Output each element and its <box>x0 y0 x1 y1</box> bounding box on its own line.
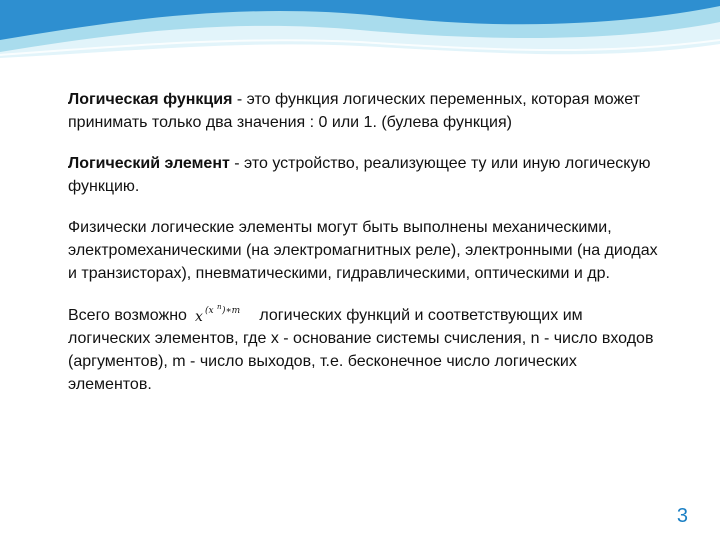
formula-exponent-tail: )∗m <box>221 306 241 316</box>
definition-text: - это функция логических переменных, которая может принимать только два значения : 0 или 1. (булева функция) <box>68 91 640 131</box>
formula-exponent: (x <box>204 306 214 316</box>
slide-content <box>68 88 658 414</box>
formula-exponent-sup: n <box>216 303 222 311</box>
paragraph-text-after: логических функций и соответствующих им логических элементов, где x - основание системы счисления, n - число входов (аргументов), m - число выходов, т.е. бесконечное число логических элементов. <box>68 307 654 393</box>
physical-implementation-paragraph <box>68 216 658 285</box>
term-logical-function: Логическая функция <box>68 91 233 108</box>
paragraph-text: Физически логические элементы могут быть выполнены механическими, электромеханическими (на электромагнитных реле), электронными (на диодах и транзисторах), пневматическими, гидравлическими, оптическими и др. <box>68 219 658 282</box>
definition-logical-element <box>68 152 658 198</box>
paragraph-text-before: Всего возможно <box>68 307 187 324</box>
formula-base: x <box>194 309 203 325</box>
page-number: 3 <box>676 505 688 527</box>
definition-logical-function <box>68 88 658 134</box>
function-count-paragraph <box>68 303 658 396</box>
term-logical-element: Логический элемент <box>68 155 230 172</box>
header-wave-decoration <box>0 0 720 80</box>
formula-x-power <box>193 303 253 325</box>
definition-text: - это устройство, реализующее ту или иную логическую функцию. <box>68 155 651 195</box>
